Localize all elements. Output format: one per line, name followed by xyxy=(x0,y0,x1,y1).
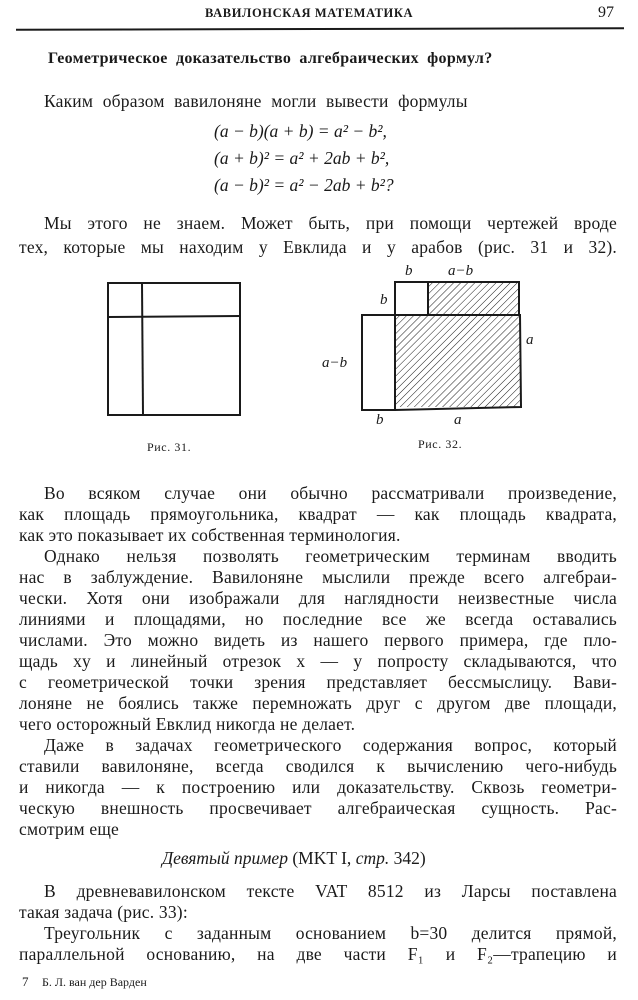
page-number: 97 xyxy=(598,4,614,21)
paragraph-1-line: тех, которые мы находим у Евклида и у арабов (рис. 31 и 32). xyxy=(19,237,617,257)
paragraph-3-line: числами. Это можно видеть из нашего первого примера, где пло- xyxy=(19,630,617,650)
fig32-small-square xyxy=(395,282,428,315)
paragraph-6-line: параллельной основанию, на две части F₁ и F₂—трапецию и xyxy=(19,944,617,964)
paragraph-4-line: ческую внешность просвечивает алгебраическая сущность. Рас- xyxy=(19,798,617,818)
paragraph-6-line: Треугольник с заданным основанием b=30 делится прямой, xyxy=(44,923,617,943)
fig32-hatched-top-strip xyxy=(428,282,519,315)
fig32-label-left-a-minus-b: a−b xyxy=(322,355,348,371)
paragraph-1-line: Мы этого не знаем. Может быть, при помощи чертежей вроде xyxy=(44,213,617,233)
paragraph-3-line: Однако нельзя позволять геометрическим терминам вводить xyxy=(44,546,617,566)
fig31-vertical-divider xyxy=(142,283,143,415)
paragraph-3-line: щадь xy и линейный отрезок x — y попросту складываются, что xyxy=(19,651,617,671)
signature-number: 7 xyxy=(22,974,29,989)
example-heading-source: (MKT I, xyxy=(287,848,356,868)
paragraph-3-line: нас в заблуждение. Вавилоняне мыслили прежде всего алгебраи- xyxy=(19,567,617,587)
section-title: Геометрическое доказательство алгебраических формул? xyxy=(48,50,493,67)
fig31-outer-square xyxy=(108,283,240,415)
formula-2: (a + b)² = a² + 2ab + b², xyxy=(214,148,390,168)
figure-31-caption: Рис. 31. xyxy=(147,440,192,454)
example-heading-page-abbrev: стр. xyxy=(355,848,390,868)
paragraph-3-line: лоняне не боялись также перемножать друг с другом две площади, xyxy=(19,693,617,713)
paragraph-2-line: как это показывает их собственная терминология. xyxy=(19,525,401,545)
fig32-left-strip xyxy=(362,315,395,410)
paragraph-4-line: Даже в задачах геометрического содержания вопрос, который xyxy=(44,735,617,755)
paragraph-3-line: с геометрической точки зрения представляет бессмыслицу. Вави- xyxy=(19,672,617,692)
intro-line: Каким образом вавилоняне могли вывести формулы xyxy=(44,91,468,111)
fig32-label-right-a: a xyxy=(526,332,534,348)
fig32-label-left-b: b xyxy=(380,292,388,308)
fig32-label-top-b: b xyxy=(405,263,413,279)
running-title: ВАВИЛОНСКАЯ МАТЕМАТИКА xyxy=(205,6,414,20)
fig32-label-bottom-b: b xyxy=(376,412,384,428)
paragraph-2-line: Во всяком случае они обычно рассматривали произведение, xyxy=(44,483,617,503)
formula-1: (a − b)(a + b) = a² − b², xyxy=(214,121,387,141)
paragraph-4-line: смотрим еще xyxy=(19,819,119,839)
paragraph-3-line: линиями и площадями, но последние все же всегда оставались xyxy=(19,609,617,629)
paragraph-3-line: чего осторожный Евклид никогда не делает. xyxy=(19,714,356,734)
fig32-label-bottom-a: a xyxy=(454,412,462,428)
paragraph-3-line: чески. Хотя они изображали для наглядности неизвестные числа xyxy=(19,588,617,608)
example-heading-italic: Девятый пример xyxy=(162,848,288,868)
figure-32-caption: Рис. 32. xyxy=(418,437,463,451)
paragraph-5-line: такая задача (рис. 33): xyxy=(19,902,188,922)
paragraph-4-line: и никогда — к построению или доказательству. Сквозь геометри- xyxy=(19,777,617,797)
fig32-label-top-a-minus-b: a−b xyxy=(448,263,474,279)
fig31-horizontal-divider xyxy=(108,316,240,317)
paragraph-4-line: ставили вавилоняне, всегда сводился к вычислению чего-нибудь xyxy=(19,756,617,776)
example-heading xyxy=(162,848,426,869)
signature-text: Б. Л. ван дер Варден xyxy=(42,975,147,989)
paragraph-5-line: В древневавилонском тексте VAT 8512 из Ларсы поставлена xyxy=(44,881,617,901)
header-rule xyxy=(16,27,624,31)
formula-3: (a − b)² = a² − 2ab + b²? xyxy=(214,175,394,195)
fig32-hatched-main-area xyxy=(395,315,521,407)
figure-31 xyxy=(100,275,250,425)
paragraph-2-line: как площадь прямоугольника, квадрат — как площадь квадрата, xyxy=(19,504,617,524)
example-heading-page: 342) xyxy=(389,848,426,868)
